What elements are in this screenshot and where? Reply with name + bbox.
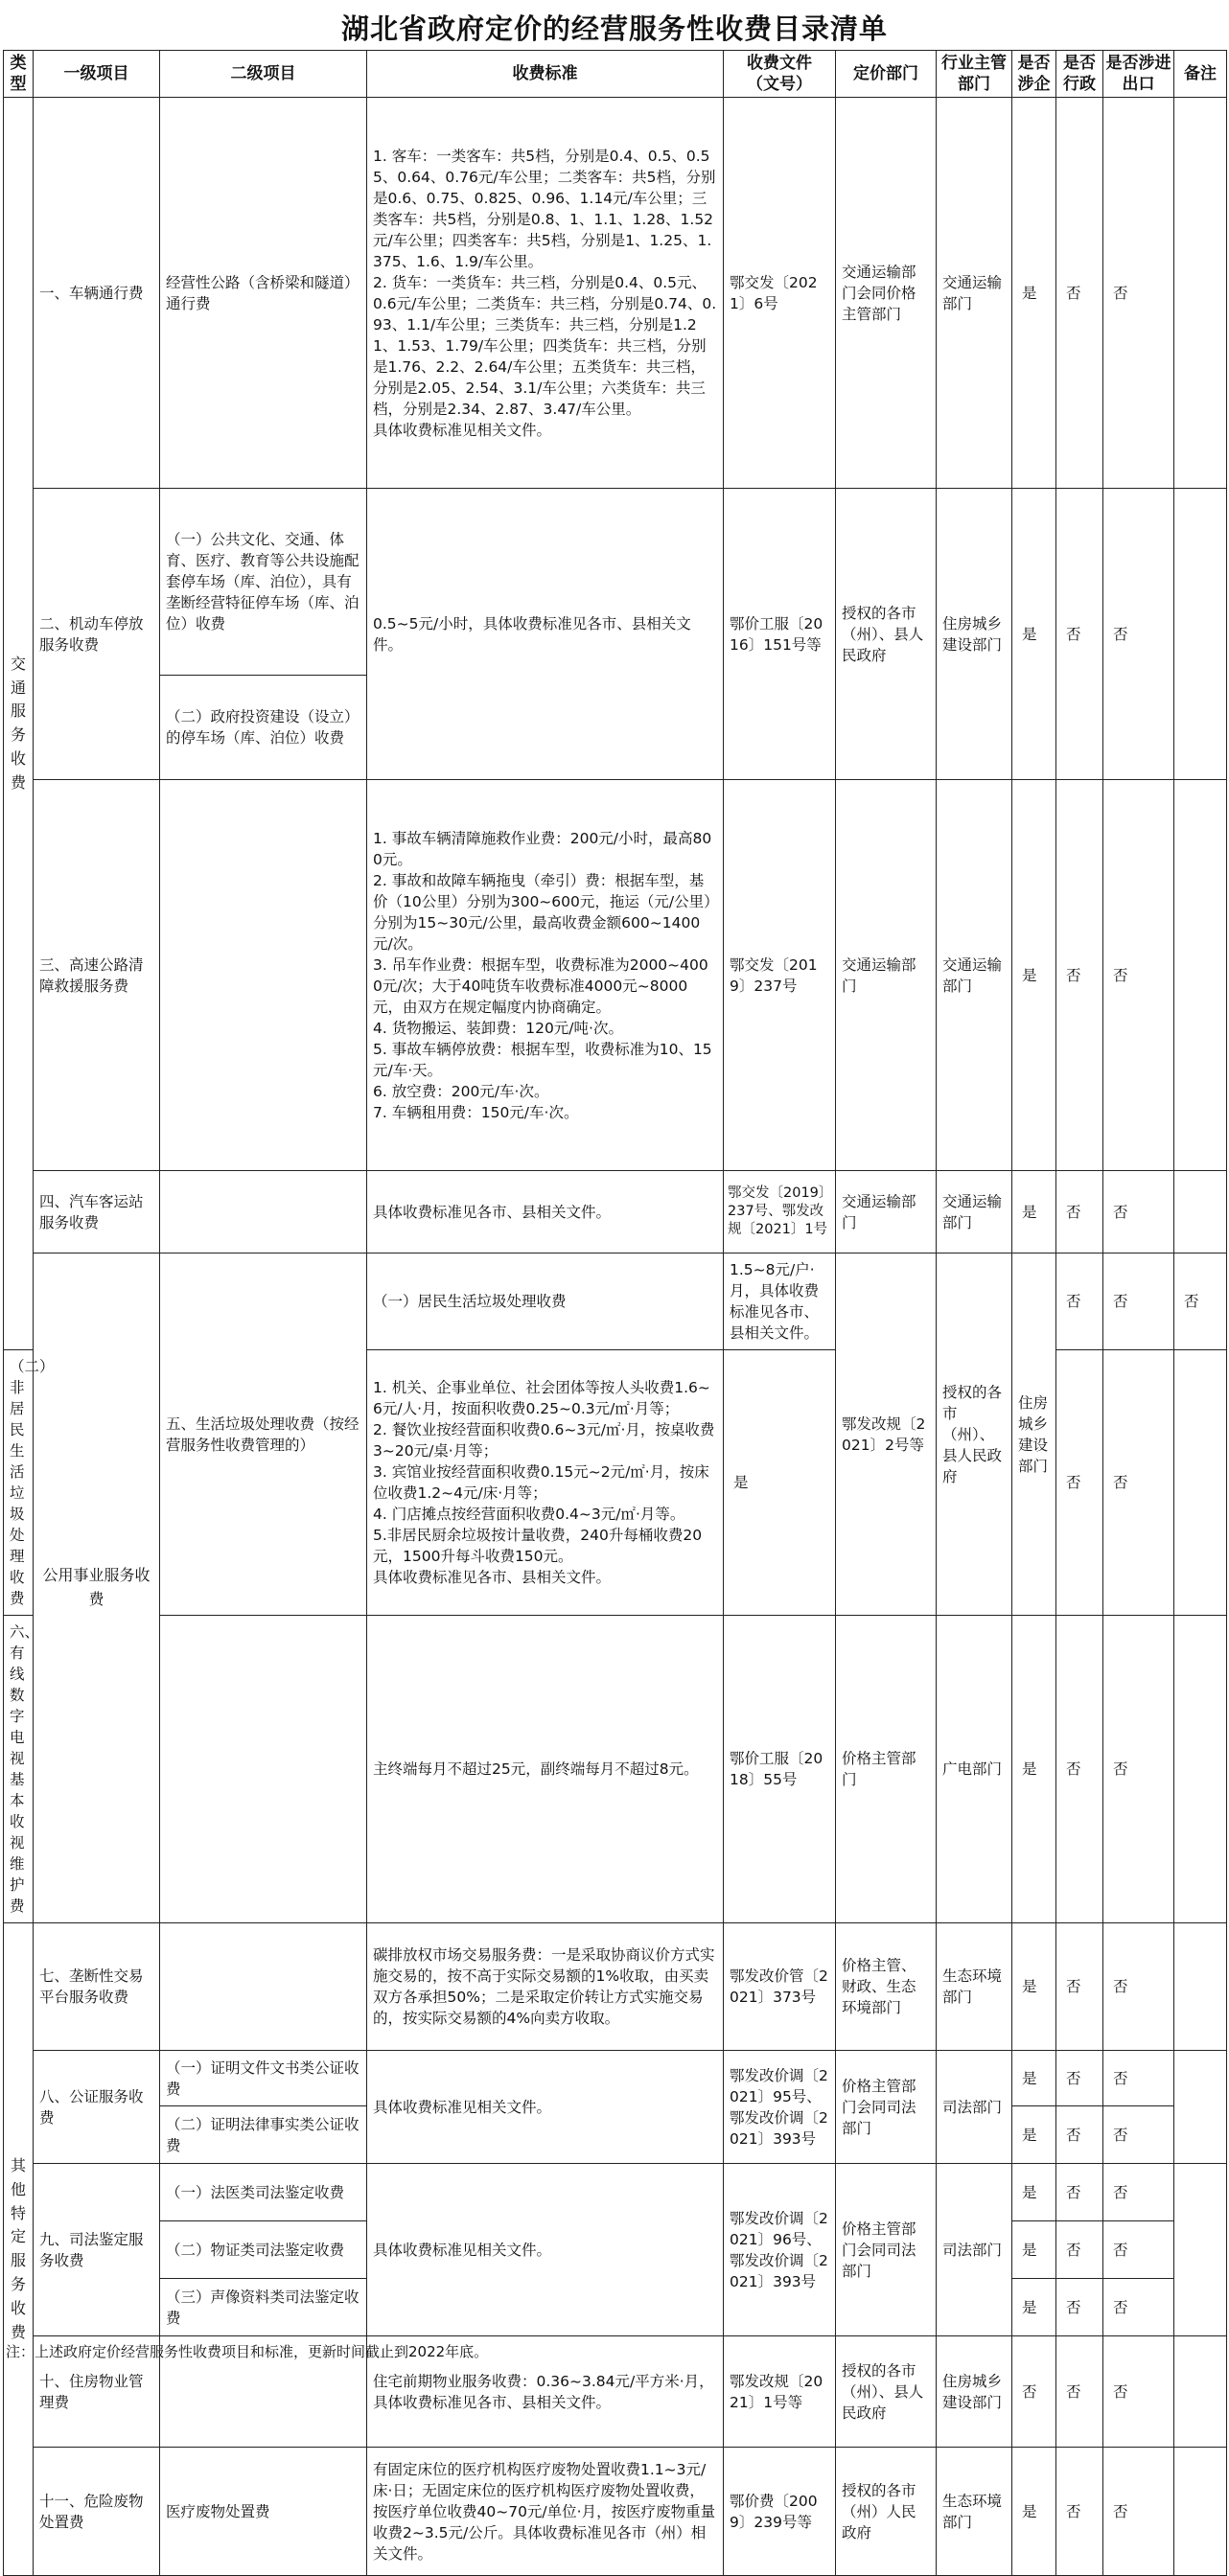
admin-cell: 否 (1056, 2336, 1103, 2448)
enterprise-cell: 是 (1012, 2051, 1056, 2106)
fee-catalog-table (3, 50, 1227, 2576)
admin-cell: 否 (1056, 1350, 1103, 1616)
header-level1: 一级项目 (34, 51, 160, 98)
standard-cell: 有固定床位的医疗机构医疗废物处置收费1.1~3元/床·日；无固定床位的医疗机构医疗废物处置收费，按医疗单位收费40~70元/单位·月，按医疗废物重量收费2~3.5元/公斤。具体收费标准见各市（州）相关文件。 (367, 2448, 724, 2576)
import-export-cell: 否 (1103, 2221, 1174, 2279)
doc-cell: 鄂价费〔2009〕239号等 (724, 2448, 836, 2576)
admin-cell: 否 (1056, 1171, 1103, 1254)
level2-cell: （三）声像资料类司法鉴定收费 (160, 2279, 367, 2336)
import-export-cell: 否 (1103, 2336, 1174, 2448)
admin-cell: 否 (1056, 489, 1103, 780)
dept-cell: 交通运输部门 (836, 780, 937, 1171)
doc-cell: 鄂发改价管〔2021〕373号 (724, 1923, 836, 2051)
level1-cell: 一、车辆通行费 (34, 98, 160, 489)
standard-cell: 1.5~8元/户·月，具体收费标准见各市、县相关文件。 (724, 1254, 836, 1350)
standard-cell: 具体收费标准见相关文件。 (367, 2051, 724, 2164)
level1-cell: 九、司法鉴定服务收费 (34, 2164, 160, 2336)
doc-cell: 鄂发改规〔2021〕2号等 (836, 1254, 937, 1616)
header-remark: 备注 (1174, 51, 1227, 98)
standard-cell: 0.5~5元/小时，具体收费标准见各市、县相关文件。 (367, 489, 724, 780)
level1-cell: 五、生活垃圾处理收费（按经营服务性收费管理的） (160, 1254, 367, 1616)
level2-cell: （二）证明法律事实类公证收费 (160, 2106, 367, 2164)
enterprise-cell: 是 (1012, 2106, 1056, 2164)
level2-cell: （二）政府投资建设（设立）的停车场（库、泊位）收费 (160, 676, 367, 780)
dept-cell: 价格主管部门 (836, 1616, 937, 1923)
import-export-cell: 否 (1103, 489, 1174, 780)
remark-cell (1174, 1171, 1227, 1254)
dept-cell: 价格主管、财政、生态环境部门 (836, 1923, 937, 2051)
standard-cell: 具体收费标准见相关文件。 (367, 2164, 724, 2336)
remark-cell (1174, 1616, 1227, 1923)
table-row (4, 98, 1227, 489)
dept-cell: 交通运输部门 (836, 1171, 937, 1254)
level1-cell: 七、垄断性交易平台服务收费 (34, 1923, 160, 2051)
enterprise-cell: 是 (1012, 1616, 1056, 1923)
level2-cell: （二）非居民生活垃圾处理收费 (4, 1350, 34, 1616)
standard-cell: 1. 客车：一类客车：共5档，分别是0.4、0.5、0.55、0.64、0.76元/车公里；二类客车：共5档，分别是0.6、0.75、0.825、0.96、1.14元/车公里；三类客车：共5档，分别是0.8、1、1.1、1.28、1.52元/车公里；四类客车：共5档，分别是1、1.25、1.375、1.6、1.9/车公里。 2. 货车：一类货车：共三档，分别是0.4、0.5元、0.6元/车公里；二类货车：共三档，分别是0.74、0.93、1.1/车公里；三类货车：共三档，分别是1.21、1.53、1.79/车公里；四类货车：共三档，分别是1.76、2.2、2.64/车公里；五类货车：共三档，分别是2.05、2.54、3.1/车公里；六类货车：共三档，分别是2.34、2.87、3.47/车公里。 具体收费标准见相关文件。 (367, 98, 724, 489)
standard-cell: 具体收费标准见各市、县相关文件。 (367, 1171, 724, 1254)
footnote: 注：上述政府定价经营服务性收费项目和标准，更新时间截止到2022年底。 (6, 2343, 489, 2360)
level2-cell: 医疗废物处置费 (160, 2448, 367, 2576)
import-export-cell: 否 (1103, 2164, 1174, 2221)
enterprise-cell: 是 (1012, 2448, 1056, 2576)
standard-cell: 1. 事故车辆清障施救作业费：200元/小时，最高800元。 2. 事故和故障车辆拖曳（牵引）费：根据车型，基价（10公里）分别为300~600元，拖运（元/公里）分别为15~30元/公里，最高收费金额600~1400元/次。 3. 吊车作业费：根据车型，收费标准为2000~4000元/次；大于40吨货车收费标准4000元~8000元，由双方在规定幅度内协商确定。 4. 货物搬运、装卸费：120元/吨·次。 5. 事故车辆停放费：根据车型，收费标准为10、15元/车·天。 6. 放空费：200元/车·次。 7. 车辆租用费：150元/车·次。 (367, 780, 724, 1171)
dept-cell: 授权的各市（州）、县人民政府 (836, 489, 937, 780)
level2-cell (160, 1616, 367, 1923)
doc-cell: 鄂发改价调〔2021〕95号、鄂发改价调〔2021〕393号 (724, 2051, 836, 2164)
level1-cell: 四、汽车客运站服务收费 (34, 1171, 160, 1254)
enterprise-cell: 是 (1012, 1923, 1056, 2051)
admin-cell: 否 (1056, 98, 1103, 489)
remark-cell (1174, 2448, 1227, 2576)
level2-cell: 经营性公路（含桥梁和隧道）通行费 (160, 98, 367, 489)
authority-cell: 广电部门 (937, 1616, 1012, 1923)
remark-cell (1174, 98, 1227, 489)
import-export-cell: 否 (1103, 1923, 1174, 2051)
authority-cell: 交通运输部门 (937, 780, 1012, 1171)
authority-cell: 司法部门 (937, 2164, 1012, 2336)
header-level2: 二级项目 (160, 51, 367, 98)
table-row (4, 1171, 1227, 1254)
doc-cell: 鄂价工服〔2016〕151号等 (724, 489, 836, 780)
import-export-cell: 否 (1174, 1254, 1227, 1350)
admin-cell: 否 (1056, 2448, 1103, 2576)
remark-cell (1174, 2164, 1227, 2336)
level1-cell: 六、有线数字电视基本收视维护费 (4, 1616, 34, 1923)
dept-cell: 价格主管部门会同司法部门 (836, 2051, 937, 2164)
level1-cell: 八、公证服务收费 (34, 2051, 160, 2164)
import-export-cell: 否 (1103, 2106, 1174, 2164)
level2-cell: （一）公共文化、交通、体育、医疗、教育等公共设施配套停车场（库、泊位），具有垄断经营特征停车场（库、泊位）收费 (160, 489, 367, 676)
enterprise-cell: 是 (1012, 1171, 1056, 1254)
admin-cell: 否 (1056, 2221, 1103, 2279)
authority-cell: 司法部门 (937, 2051, 1012, 2164)
header-row (4, 51, 1227, 98)
doc-cell: 鄂发改价调〔2021〕96号、鄂发改价调〔2021〕393号 (724, 2164, 836, 2336)
admin-cell: 否 (1103, 1254, 1174, 1350)
header-enterprise: 是否涉企 (1012, 51, 1056, 98)
table-row (4, 489, 1227, 676)
table-row (4, 2164, 1227, 2221)
type-cell: 公用事业服务收费 (34, 1254, 160, 1923)
doc-cell: 鄂交发〔2021〕6号 (724, 98, 836, 489)
import-export-cell: 否 (1103, 780, 1174, 1171)
import-export-cell: 否 (1103, 98, 1174, 489)
authority-cell: 住房城乡建设部门 (937, 2336, 1012, 2448)
level2-cell (160, 780, 367, 1171)
enterprise-cell: 否 (1056, 1254, 1103, 1350)
admin-cell: 否 (1056, 2106, 1103, 2164)
enterprise-cell: 是 (1012, 780, 1056, 1171)
level1-cell: 三、高速公路清障救援服务费 (34, 780, 160, 1171)
import-export-cell: 否 (1103, 1616, 1174, 1923)
table-row (4, 1616, 1227, 1923)
type-cell: 其他特定服务收费 (4, 1923, 34, 2576)
admin-cell: 否 (1056, 1616, 1103, 1923)
authority-cell: 住房城乡建设部门 (1012, 1254, 1056, 1616)
dept-cell: 授权的各市（州）、县人民政府 (836, 2336, 937, 2448)
level1-cell: 十、住房物业管理费 (34, 2336, 160, 2448)
import-export-cell: 否 (1103, 2051, 1174, 2106)
doc-cell: 鄂交发〔2019〕237号 (724, 780, 836, 1171)
standard-cell: 主终端每月不超过25元，副终端每月不超过8元。 (367, 1616, 724, 1923)
enterprise-cell: 是 (1012, 2279, 1056, 2336)
header-doc: 收费文件 （文号） (724, 51, 836, 98)
doc-cell: 鄂交发〔2019〕237号、鄂发改规〔2021〕1号 (724, 1171, 836, 1254)
table-row (4, 2448, 1227, 2576)
dept-cell: 价格主管部门会同司法部门 (836, 2164, 937, 2336)
enterprise-cell: 是 (1012, 2221, 1056, 2279)
standard-cell: 1. 机关、企事业单位、社会团体等按人头收费1.6~6元/人·月，按面积收费0.25~0.3元/㎡·月等； 2. 餐饮业按经营面积收费0.6~3元/㎡·月，按桌收费3~20元/桌·月等； 3. 宾馆业按经营面积收费0.15元~2元/㎡·月，按床位收费1.2~4元/床·月等； 4. 门店摊点按经营面积收费0.4~3元/㎡·月等。 5.非居民厨余垃圾按计量收费，240升每桶收费20元，1500升每斗收费150元。 具体收费标准见各市、县相关文件。 (367, 1350, 724, 1616)
remark-cell (1174, 780, 1227, 1171)
standard-cell: 碳排放权市场交易服务费：一是采取协商议价方式实施交易的，按不高于实际交易额的1%收取，由买卖双方各承担50%；二是采取定价转让方式实施交易的，按实际交易额的4%向卖方收取。 (367, 1923, 724, 2051)
header-admin: 是否行政 (1056, 51, 1103, 98)
header-dept: 定价部门 (836, 51, 937, 98)
enterprise-cell: 是 (1012, 489, 1056, 780)
level2-cell: （一）法医类司法鉴定收费 (160, 2164, 367, 2221)
level2-cell: （一）居民生活垃圾处理收费 (367, 1254, 724, 1350)
import-export-cell: 否 (1103, 1171, 1174, 1254)
import-export-cell: 否 (1103, 2279, 1174, 2336)
authority-cell: 生态环境部门 (937, 2448, 1012, 2576)
admin-cell: 否 (1056, 2279, 1103, 2336)
authority-cell: 交通运输部门 (937, 1171, 1012, 1254)
remark-cell (1174, 2051, 1227, 2164)
doc-cell: 鄂价工服〔2018〕55号 (724, 1616, 836, 1923)
dept-cell: 授权的各市（州）人民政府 (836, 2448, 937, 2576)
enterprise-cell: 是 (724, 1350, 836, 1616)
authority-cell: 生态环境部门 (937, 1923, 1012, 2051)
admin-cell: 否 (1056, 2164, 1103, 2221)
level1-cell: 十一、危险废物处置费 (34, 2448, 160, 2576)
remark-cell (1174, 1923, 1227, 2051)
authority-cell: 住房城乡建设部门 (937, 489, 1012, 780)
enterprise-cell: 是 (1012, 2164, 1056, 2221)
level1-cell: 二、机动车停放服务收费 (34, 489, 160, 780)
table-row (4, 780, 1227, 1171)
enterprise-cell: 是 (1012, 98, 1056, 489)
table-row (4, 2051, 1227, 2106)
import-export-cell: 否 (1103, 2448, 1174, 2576)
document-title: 湖北省政府定价的经营服务性收费目录清单 (340, 12, 888, 45)
level2-cell: （二）物证类司法鉴定收费 (160, 2221, 367, 2279)
doc-cell: 鄂发改规〔2021〕1号等 (724, 2336, 836, 2448)
dept-cell: 交通运输部门会同价格主管部门 (836, 98, 937, 489)
admin-cell: 否 (1056, 1923, 1103, 2051)
remark-cell (1174, 2336, 1227, 2448)
header-type: 类型 (4, 51, 34, 98)
admin-cell: 否 (1056, 780, 1103, 1171)
authority-cell: 交通运输部门 (937, 98, 1012, 489)
table-row (4, 1254, 1227, 1350)
dept-cell: 授权的各市（州）、县人民政府 (937, 1254, 1012, 1616)
header-standard: 收费标准 (367, 51, 724, 98)
header-authority: 行业主管部门 (937, 51, 1012, 98)
import-export-cell: 否 (1103, 1350, 1174, 1616)
level2-cell: （一）证明文件文书类公证收费 (160, 2051, 367, 2106)
type-cell: 交通服务收费 (4, 98, 34, 1350)
admin-cell: 否 (1056, 2051, 1103, 2106)
level2-cell (160, 1923, 367, 2051)
header-import-export: 是否涉进出口 (1103, 51, 1174, 98)
enterprise-cell: 否 (1012, 2336, 1056, 2448)
remark-cell (1174, 489, 1227, 780)
standard-cell: 住宅前期物业服务收费：0.36~3.84元/平方米·月，具体收费标准见各市、县相关文件。 (367, 2336, 724, 2448)
level2-cell (160, 1171, 367, 1254)
table-row (4, 1923, 1227, 2051)
